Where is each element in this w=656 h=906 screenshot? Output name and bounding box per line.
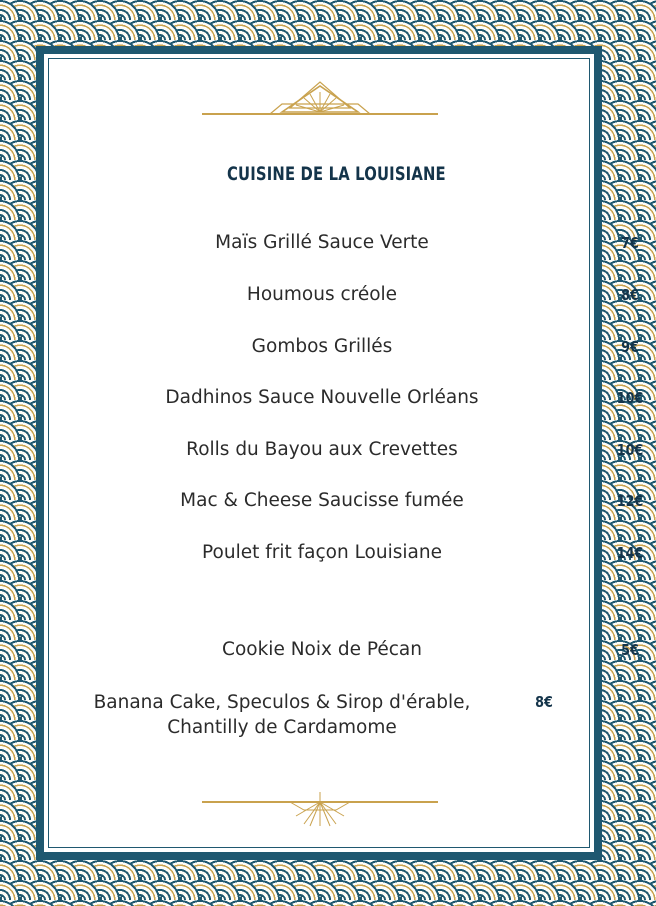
- item-name: Rolls du Bayou aux Crevettes: [186, 439, 458, 460]
- item-price: 8€: [535, 693, 553, 711]
- item-price: 8€: [621, 286, 639, 304]
- item-price: 12€: [616, 492, 644, 510]
- item-name: Dadhinos Sauce Nouvelle Orléans: [165, 387, 479, 408]
- item-name: Houmous créole: [246, 284, 398, 305]
- item-name: Mac & Cheese Saucisse fumée: [180, 490, 464, 511]
- item-name: Cookie Noix de Pécan: [222, 639, 422, 660]
- item-price: 5€: [621, 641, 639, 659]
- item-name: Poulet frit façon Louisiane: [202, 542, 442, 563]
- art-deco-fan-icon: [200, 790, 440, 830]
- item-name: Maïs Grillé Sauce Verte: [215, 232, 429, 253]
- item-name: Gombos Grillés: [251, 336, 393, 357]
- item-price: 14€: [616, 544, 644, 562]
- item-price: 10€: [616, 389, 644, 407]
- item-price: 7€: [621, 234, 639, 252]
- item-name-line: Banana Cake, Speculos & Sirop d'érable,: [93, 692, 471, 713]
- item-price: 9€: [621, 338, 639, 356]
- item-price: 10€: [616, 441, 644, 459]
- art-deco-sunburst-icon: [200, 78, 440, 118]
- section-title: CUISINE DE LA LOUISIANE: [227, 163, 446, 185]
- item-name-line: Chantilly de Cardamome: [167, 717, 397, 738]
- item-name: [80, 690, 484, 740]
